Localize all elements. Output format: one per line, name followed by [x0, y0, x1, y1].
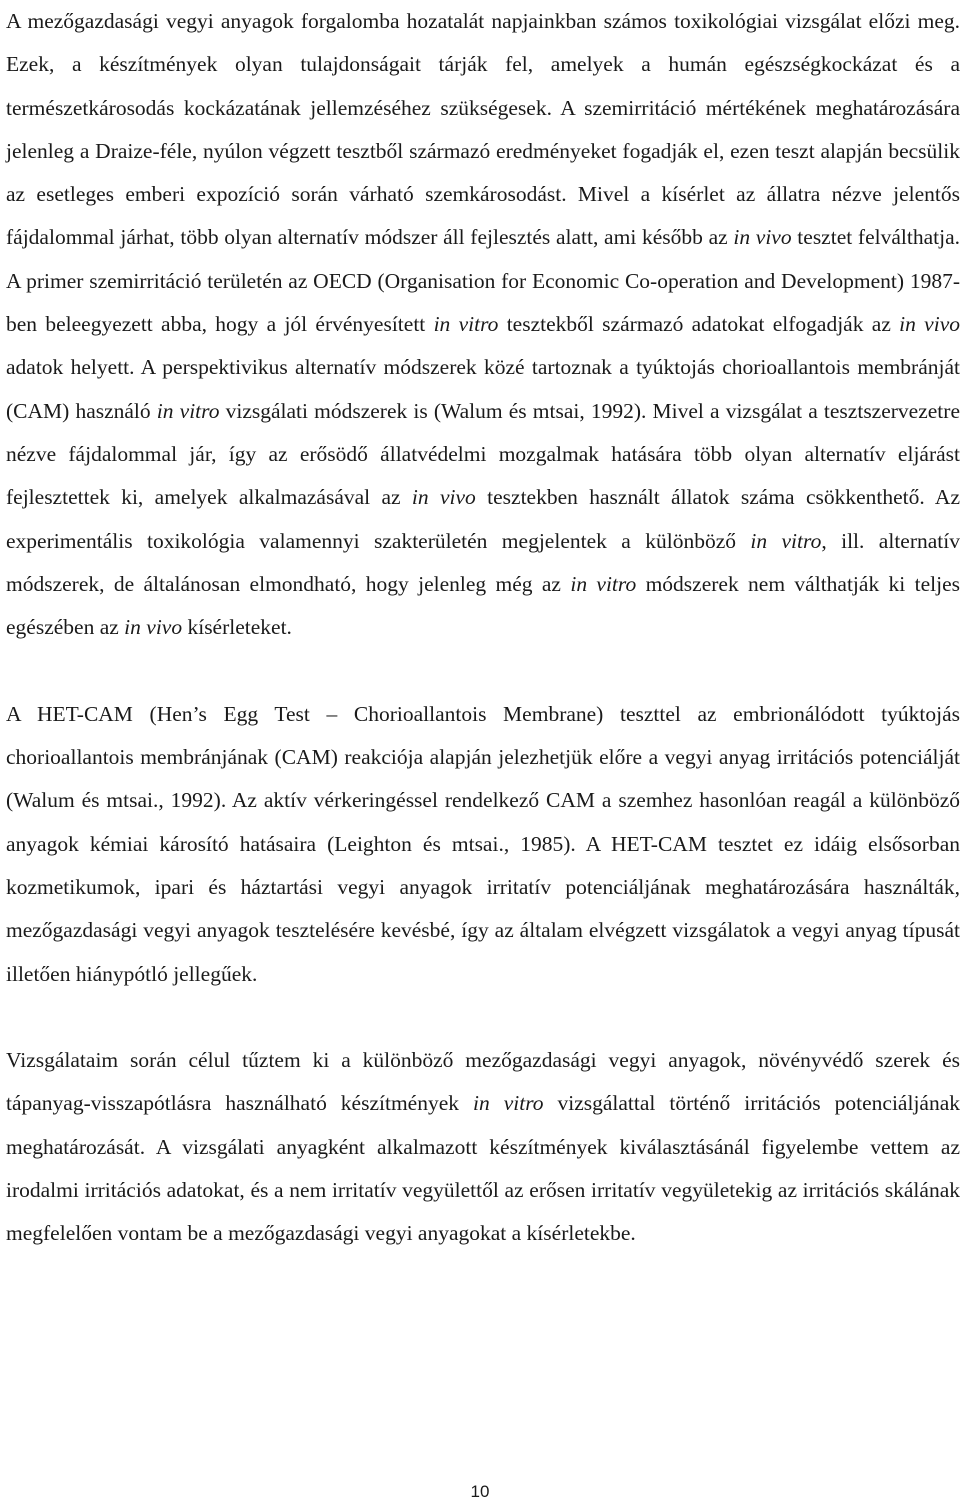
text-run: A HET-CAM (Hen’s Egg Test – Chorioallantois Membrane) teszttel az embrionálódott tyúktojás chorioallantois membránjának (CAM) reakciója alapján jelezhetjük előre a vegyi anyag irritációs potenciálját (Walum és mtsai., 1992). Az aktív vérkeringéssel rendelkező CAM a szemhez hasonlóan reagál a különböző anyagok kémiai károsító hatásaira (Leighton és mtsai., 1985). A HET-CAM tesztet ez idáig elsősorban kozmetikumok, ipari és háztartási vegyi anyagok irritatív potenciáljának meghatározására használták, mezőgazdasági vegyi anyagok tesztelésére kevésbé, így az általam elvégzett vizsgálatok a vegyi anyag típusát illetően hiánypótló jellegűek.	[6, 701, 960, 986]
italic-term: in vitro	[570, 571, 637, 596]
italic-term: in vitro	[156, 398, 220, 423]
paragraph-intro	[6, 0, 960, 649]
document-body	[6, 0, 960, 1256]
italic-term: in vivo	[124, 615, 183, 640]
text-run: módszerek nem válthatják ki teljes egészében az	[6, 571, 960, 640]
italic-term: in vitro	[433, 312, 499, 337]
text-run: , ill. alternatív módszerek, de általánosan elmondható, hogy jelenleg még az	[6, 528, 960, 596]
italic-term: in vivo	[411, 485, 476, 510]
text-run: tesztekből származó adatokat elfogadják az	[498, 312, 900, 337]
italic-term: in vitro	[473, 1091, 544, 1116]
text-run: vizsgálati módszerek is (Walum és mtsai, 1992). Mivel a vizsgálat a tesztszervezetre nézve fájdalommal jár, így az erősödő állatvédelmi mozgalmak hatására több olyan alternatív eljárást fejlesztettek ki, amelyek alkalmazásával az	[6, 398, 960, 510]
text-run: tesztet felválthatja. A primer szemirritáció területén az OECD (Organisation for Economic Co-operation and Development) 1987-ben beleegyezett abba, hogy a jól érvényesített	[6, 225, 960, 337]
italic-term: in vivo	[733, 225, 792, 250]
text-run: vizsgálattal történő irritációs potenciáljának meghatározását. A vizsgálati anyagként alkalmazott készítmények kiválasztásánál figyelembe vettem az irodalmi irritációs adatokat, és a nem irritatív vegyülettől az erősen irritatív vegyületekig az irritációs skálának megfelelően vontam be a mezőgazdasági vegyi anyagokat a kísérletekbe.	[6, 1091, 960, 1246]
text-run: A mezőgazdasági vegyi anyagok forgalomba hozatalát napjainkban számos toxikológiai vizsgálat előzi meg. Ezek, a készítmények olyan tulajdonságait tárják fel, amelyek a humán egészségkockázat és a természetkárosodás kockázatának jellemzéséhez szükségesek. A szemirritáció mértékének meghatározására jelenleg a Draize-féle, nyúlon végzett tesztből származó eredményeket fogadják el, ezen teszt alapján becsülik az esetleges emberi expozíció során várható szemkárosodást. Mivel a kísérlet az állatra nézve jelentős fájdalommal járhat, több olyan alternatív módszer áll fejlesztés alatt, ami később az	[6, 9, 960, 250]
text-run: kísérleteket.	[182, 615, 292, 640]
text-run: tesztekben használt állatok száma csökkenthető. Az experimentális toxikológia valamennyi szakterületén megjelentek a különböző	[6, 485, 960, 553]
text-run: adatok helyett. A perspektivikus alternatív módszerek közé tartoznak a tyúktojás chorioallantois membránját (CAM) használó	[6, 355, 960, 423]
text-run: Vizsgálataim során célul tűztem ki a különböző mezőgazdasági vegyi anyagok, növényvédő szerek és tápanyag-visszapótlásra használható készítmények	[6, 1048, 960, 1116]
page-number: 10	[470, 1482, 490, 1501]
italic-term: in vivo	[899, 312, 960, 337]
italic-term: in vitro	[750, 528, 822, 553]
paragraph-objectives	[6, 1039, 960, 1255]
paragraph-het-cam	[6, 693, 960, 996]
